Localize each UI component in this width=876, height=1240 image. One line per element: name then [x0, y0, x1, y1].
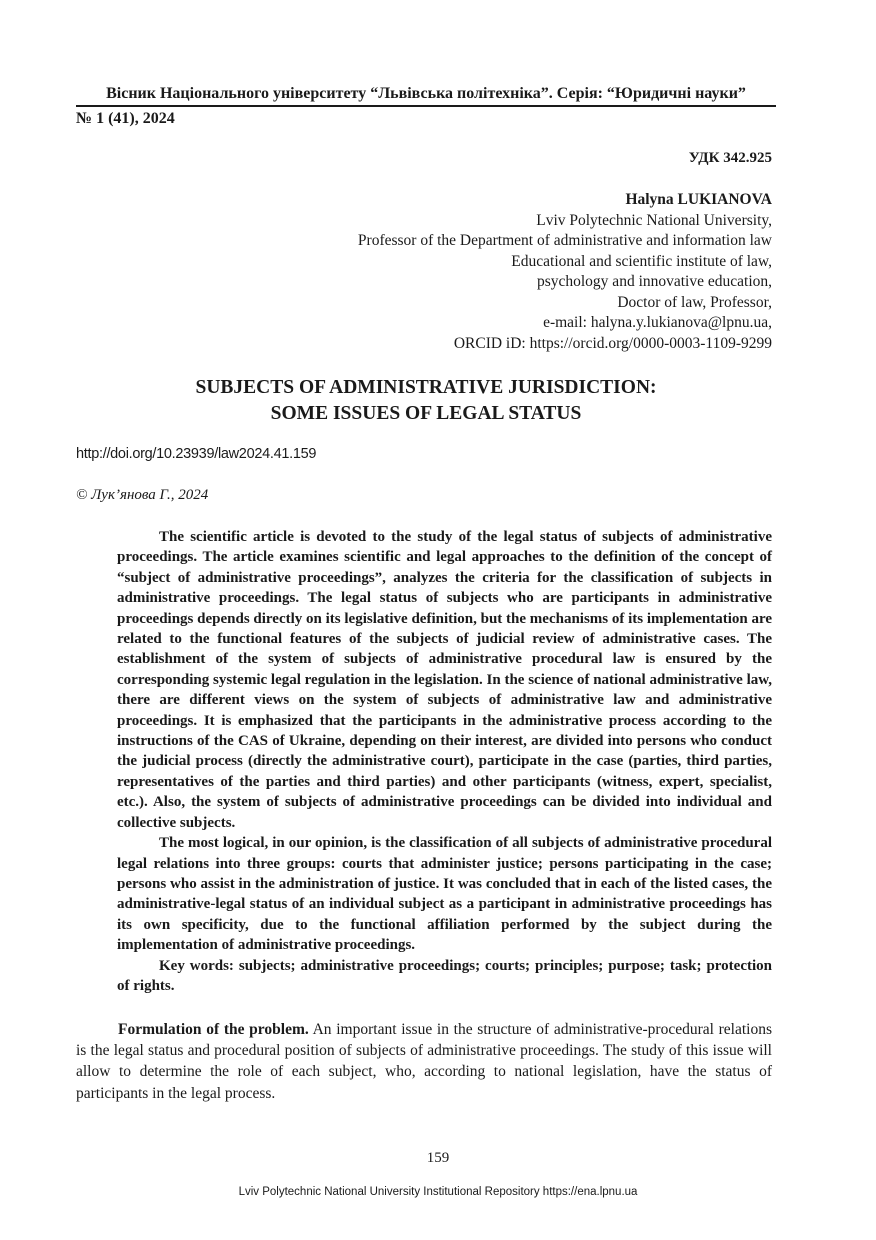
- affiliation-line: psychology and innovative education,: [536, 273, 772, 290]
- journal-issue: № 1 (41), 2024: [76, 110, 175, 127]
- author-email: e-mail: halyna.y.lukianova@lpnu.ua,: [543, 314, 772, 331]
- affiliation-line: Lviv Polytechnic National University,: [536, 211, 772, 229]
- doi-link[interactable]: http://doi.org/10.23939/law2024.41.159: [76, 446, 317, 462]
- body-section: [76, 1019, 772, 1104]
- abstract-paragraph: The most logical, in our opinion, is the classification of all subjects of administrative procedural legal relations into three groups: courts that administer justice; persons participating in the case; persons who assist in the administration of justice. It was concluded that in each of the listed cases, the administrative-legal status of an individual subject as a participant in administrative proceedings has its own specificity, due to the functional affiliation performed by the subject during the implementation of administrative proceedings.: [117, 835, 772, 954]
- affiliation-line: Professor of the Department of administrative and information law: [357, 232, 772, 249]
- keywords: Key words: subjects; administrative proceedings; courts; principles; purpose; task; protection of rights.: [117, 957, 772, 994]
- section-heading: Formulation of the problem.: [118, 1021, 309, 1038]
- author-orcid: ORCID iD: https://orcid.org/0000-0003-1109-9299: [453, 334, 772, 352]
- copyright-notice: © Лук’янова Г., 2024: [76, 487, 209, 503]
- article-title-line: SOME ISSUES OF LEGAL STATUS: [270, 403, 582, 424]
- author-block: [358, 190, 772, 354]
- affiliation-line: Doctor of law, Professor,: [617, 293, 772, 311]
- body-paragraph-text: An important issue in the structure of administrative-procedural relations is the legal status and procedural position of subjects of administrative proceedings. The study of this issue will allow to determine the role of each subject, who, according to national legislation, have the status of participants in the legal process.: [76, 1021, 772, 1102]
- author-name: Halyna LUKIANOVA: [625, 191, 772, 208]
- article-title-line: SUBJECTS OF ADMINISTRATIVE JURISDICTION:: [195, 377, 657, 398]
- affiliation-line: Educational and scientific institute of law,: [511, 252, 772, 270]
- page-number: 159: [426, 1150, 450, 1166]
- article-title: [76, 375, 776, 427]
- body-paragraph: [76, 1019, 772, 1104]
- abstract: [117, 527, 772, 996]
- repository-footer: Lviv Polytechnic National University Institutional Repository https://ena.lpnu.ua: [238, 1186, 638, 1198]
- abstract-paragraph: The scientific article is devoted to the study of the legal status of subjects of administrative proceedings. The article examines scientific and legal approaches to the definition of the concept of “subject of administrative proceedings”, analyzes the criteria for the classification of subjects in administrative proceedings. The legal status of subjects who are participants in administrative proceedings depends directly on its legislative definition, but the mechanisms of its implementation are related to the functional features of the subjects of judicial review of administrative cases. The establishment of the system of subjects of administrative procedural law is ensured by the corresponding systemic legal regulation in the legislation. In the science of national administrative law, there are different views on the system of subjects of administrative law and administrative proceedings. It is emphasized that the participants in the administrative process according to the instructions of the CAS of Ukraine, depending on their interest, are divided into persons who conduct the judicial process (directly the administrative court), participate in the case (parties, third parties, representatives of the parties and third parties) and other participants (witness, expert, specialist, etc.). Also, the system of subjects of administrative proceedings can be divided into individual and collective subjects.: [117, 529, 772, 831]
- udk-code: УДК 342.925: [688, 150, 772, 166]
- journal-title: Вісник Національного університету “Львівська політехніка”. Серія: “Юридичні науки”: [76, 84, 776, 107]
- journal-header: [76, 84, 776, 129]
